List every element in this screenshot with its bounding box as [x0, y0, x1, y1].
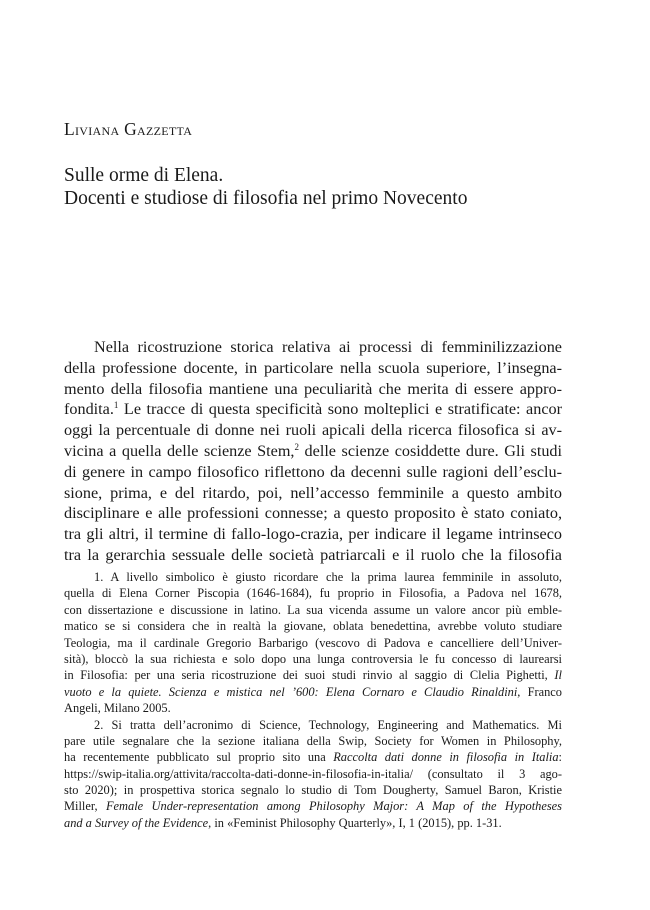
italic-run: Raccolta dati donne in filosofia in Italia — [333, 750, 559, 765]
text-run: , Franco — [517, 684, 562, 699]
footnote-line: Angeli, Milano 2005. — [64, 701, 171, 716]
body-line: mento della filosofia mantiene una peculiarità che merita di essere appro- — [64, 379, 562, 398]
body-line: Nella ricostruzione storica relativa ai processi di femminilizzazione — [94, 338, 562, 356]
footnote-line: pare utile segnalare che la sezione italiana della Swip, Society for Women in Philosophy, — [64, 733, 562, 748]
body-line: tra gli altri, il termine di fallo-logo-crazia, per indicare il legame intrinseco — [64, 525, 562, 544]
footnote-ref-1[interactable]: 1 — [113, 400, 119, 411]
italic-run: and a Survey of the Evidence — [64, 815, 209, 830]
footnote-line: Teologia, ma il cardinale Gregorio Barbarigo (vescovo di Padova e cancelliere dell’Univer- — [64, 635, 562, 650]
italic-run: Female Under-representation among Philosophy Major: A Map of the Hypotheses — [105, 799, 562, 814]
footnote-ref-2[interactable]: 2 — [294, 441, 299, 452]
body-line: della professione docente, in particolare nella scuola superiore, l’insegna- — [64, 358, 562, 377]
text-run: Le tracce di questa specificità sono molteplici e stratificate: ancor — [118, 400, 562, 419]
body-line — [64, 441, 562, 462]
footnote-line — [64, 667, 562, 683]
body-line: di genere in campo filosofico riflettono da decenni sulle ragioni dell’esclu- — [64, 462, 562, 481]
text-run: in Filosofia: per una seria ricostruzione dei suoi studi rinvio al saggio di Clelia Pighetti, — [64, 668, 555, 683]
body-line — [64, 399, 562, 420]
footnotes — [64, 569, 562, 831]
text-run: fondita. — [64, 400, 114, 419]
footnote-line: 1. A livello simbolico è giusto ricordare che la prima laurea femminile in assoluto, — [94, 570, 562, 584]
text-run: ha recentemente pubblicato sul proprio sito una — [64, 750, 334, 765]
footnote-line: sto 2020); in prospettiva storica segnalo lo studio di Tom Dougherty, Samuel Baron, Kristie — [64, 783, 562, 798]
italic-run: vuoto e la quiete. Scienza e mistica nel ’600: Elena Cornaro e Claudio Rinaldini — [64, 684, 518, 699]
text-run: delle scienze cosiddette dure. Gli studi — [298, 441, 563, 460]
title-line: Sulle orme di Elena. — [64, 165, 224, 186]
body-text — [64, 337, 562, 566]
footnote-line: 2. Si tratta dell’acronimo di Science, Technology, Engineering and Mathematics. Mi — [94, 717, 562, 732]
body-line: sione, prima, e del ritardo, poi, nell’accesso femminile a questo ambito — [64, 483, 562, 502]
footnote-line — [64, 798, 562, 814]
footnote-line: https://swip-italia.org/attivita/raccolta-dati-donne-in-filosofia-in-italia/ (consultato il 3 ago- — [64, 766, 562, 781]
body-line: tra la gerarchia sessuale delle società patriarcali e il ruolo che la filosofia — [64, 545, 562, 564]
subtitle-line: Docenti e studiose di filosofia nel primo Novecento — [64, 188, 468, 209]
footnote-line: sità), bloccò la sua richiesta e solo dopo una lunga controversia le fu concesso di laurearsi — [64, 651, 562, 666]
text-run: , in «Feminist Philosophy Quarterly», I, 1 (2015), pp. 1-31. — [208, 815, 502, 830]
footnote-line — [64, 815, 562, 831]
footnote-line: quella di Elena Corner Piscopia (1646-1684), fu proprio in Filosofia, a Padova nel 1678, — [64, 586, 562, 601]
text-run: vicina a quella delle scienze Stem, — [64, 441, 295, 460]
footnote-line — [64, 749, 562, 765]
text-run: Miller, — [64, 799, 106, 814]
footnote-line: con dissertazione e discussione in latino. La sua vicenda assume un valore ancor più emble- — [64, 602, 562, 617]
body-line: disciplinare e alle professioni connesse; a questo proposito è stato coniato, — [64, 504, 562, 523]
text-run: : — [558, 750, 562, 765]
footnote-line — [64, 684, 562, 700]
author-name: Liviana Gazzetta — [64, 119, 193, 139]
footnote-line: matico se si considera che in realtà la giovane, oblata benedettina, avrebbe voluto studiare — [64, 619, 562, 634]
chapter-title — [64, 164, 467, 210]
body-line: oggi la percentuale di donne nei ruoli apicali della ricerca filosofica si av- — [64, 421, 562, 440]
italic-run: Il — [554, 668, 562, 683]
